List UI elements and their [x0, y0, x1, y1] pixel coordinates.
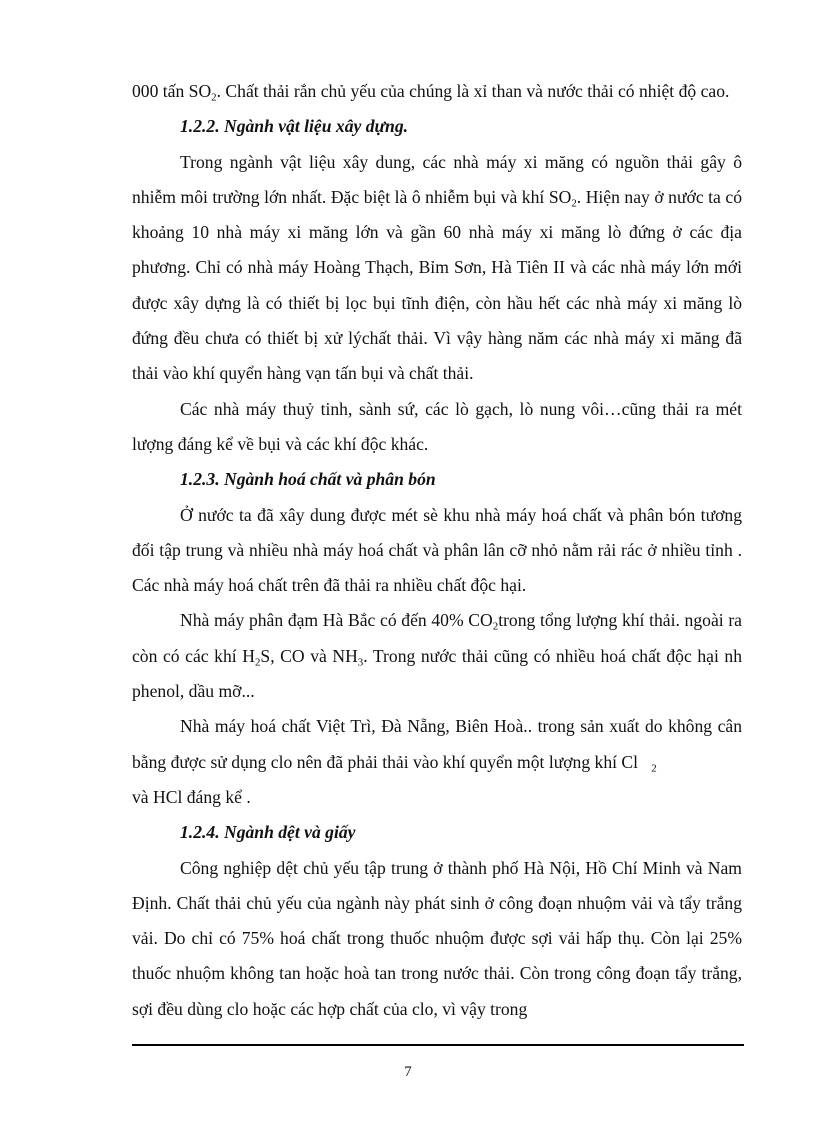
page-body [132, 74, 742, 1027]
paragraph-intro [132, 74, 742, 109]
paragraph-glass-ceramics: Các nhà máy thuỷ tinh, sành sứ, các lò gạch, lò nung vôi…cũng thải ra mét lượng đáng kể về bụi và các khí độc khác. [132, 398, 742, 454]
text-span: . Hiện nay ở nước ta có khoảng 10 nhà máy xi măng lớn và gần 60 nhà máy xi măng lò đứng ở các địa phương. Chỉ có nhà máy Hoàng Thạch, Bỉm Sơn, Hà Tiên II và các nhà máy lớn mới được xây dựng là có thiết bị lọc bụi tĩnh điện, còn hầu hết các nhà máy xi măng lò đứng đều chưa có thiết bị xử lýchất thải. Vì vậy hàng năm các nhà máy xi măng đã thải vào khí quyển hàng vạn tấn bụi và chất thải. [132, 186, 742, 384]
paragraph-chemical-plants: Ở nước ta đã xây dung được mét sè khu nhà máy hoá chất và phân bón tương đối tập trung và nhiều nhà máy hoá chất và phân lân cỡ nhỏ nằm rải rác ở nhiều tỉnh . Các nhà máy hoá chất trên đã thải ra nhiều chất độc hại. [132, 504, 742, 596]
text-span: Nhà máy phân đạm Hà Bắc có đến 40% CO [180, 610, 493, 631]
subscript: 2 [211, 91, 217, 104]
subscript: 3 [357, 656, 364, 669]
text-span: Trong ngành vật liệu xây dung, các nhà máy xi măng có nguồn thải gây ô nhiễm môi trường lớn nhất. Đặc biệt là ô nhiễm bụi và khí SO [132, 151, 742, 207]
subscript: 2 [571, 197, 577, 210]
section-heading-1-2-4: 1.2.4. Ngành dệt và giấy [180, 822, 356, 843]
text-span: trong tổng lượng khí thải. ngoài ra còn có các khí H [132, 610, 742, 666]
footer-rule [132, 1044, 744, 1046]
section-heading-1-2-2: 1.2.2. Ngành vật liệu xây dựng. [180, 116, 409, 137]
page-number: 7 [404, 1064, 412, 1080]
subscript: 2 [492, 620, 499, 633]
text-span: S, CO và NH [260, 645, 358, 666]
text-span: . Trong nước thải cũng có nhiều hoá chất độc hại nh phenol, dầu mỡ... [132, 645, 743, 702]
paragraph-cement [132, 145, 742, 392]
subscript: 2 [651, 762, 657, 775]
paragraph-ha-bac-fertilizer [132, 603, 742, 709]
paragraph-viet-tri-chemical [132, 709, 742, 815]
text-span: Nhà máy hoá chất Việt Trì, Đà Nẵng, Biên Hoà.. trong sản xuất do không cân bằng được sử dụng clo nên đã phải thải vào khí quyển một lượng khí Cl [132, 716, 742, 772]
text-span: và HCl đáng kể . [132, 786, 251, 807]
subscript: 2 [254, 656, 261, 669]
text-span: . Chất thải rắn chủ yếu của chúng là xỉ than và nước thải có nhiệt độ cao. [216, 81, 730, 101]
paragraph-textile: Công nghiệp dệt chủ yếu tập trung ở thành phố Hà Nội, Hồ Chí Minh và Nam Định. Chất thải chủ yếu của ngành này phát sinh ở công đoạn nhuộm vải và tẩy trắng vải. Do chỉ có 75% hoá chất trong thuốc nhuộm được sợi vải hấp thụ. Còn lại 25% thuốc nhuộm không tan hoặc hoà tan trong nước thải. Còn trong công đoạn tẩy trắng, sợi đều dùng clo hoặc các hợp chất của clo, vì vậy trong [132, 857, 742, 1019]
text-span: 000 tấn SO [132, 81, 212, 101]
section-heading-1-2-3: 1.2.3. Ngành hoá chất và phân bón [180, 469, 436, 490]
